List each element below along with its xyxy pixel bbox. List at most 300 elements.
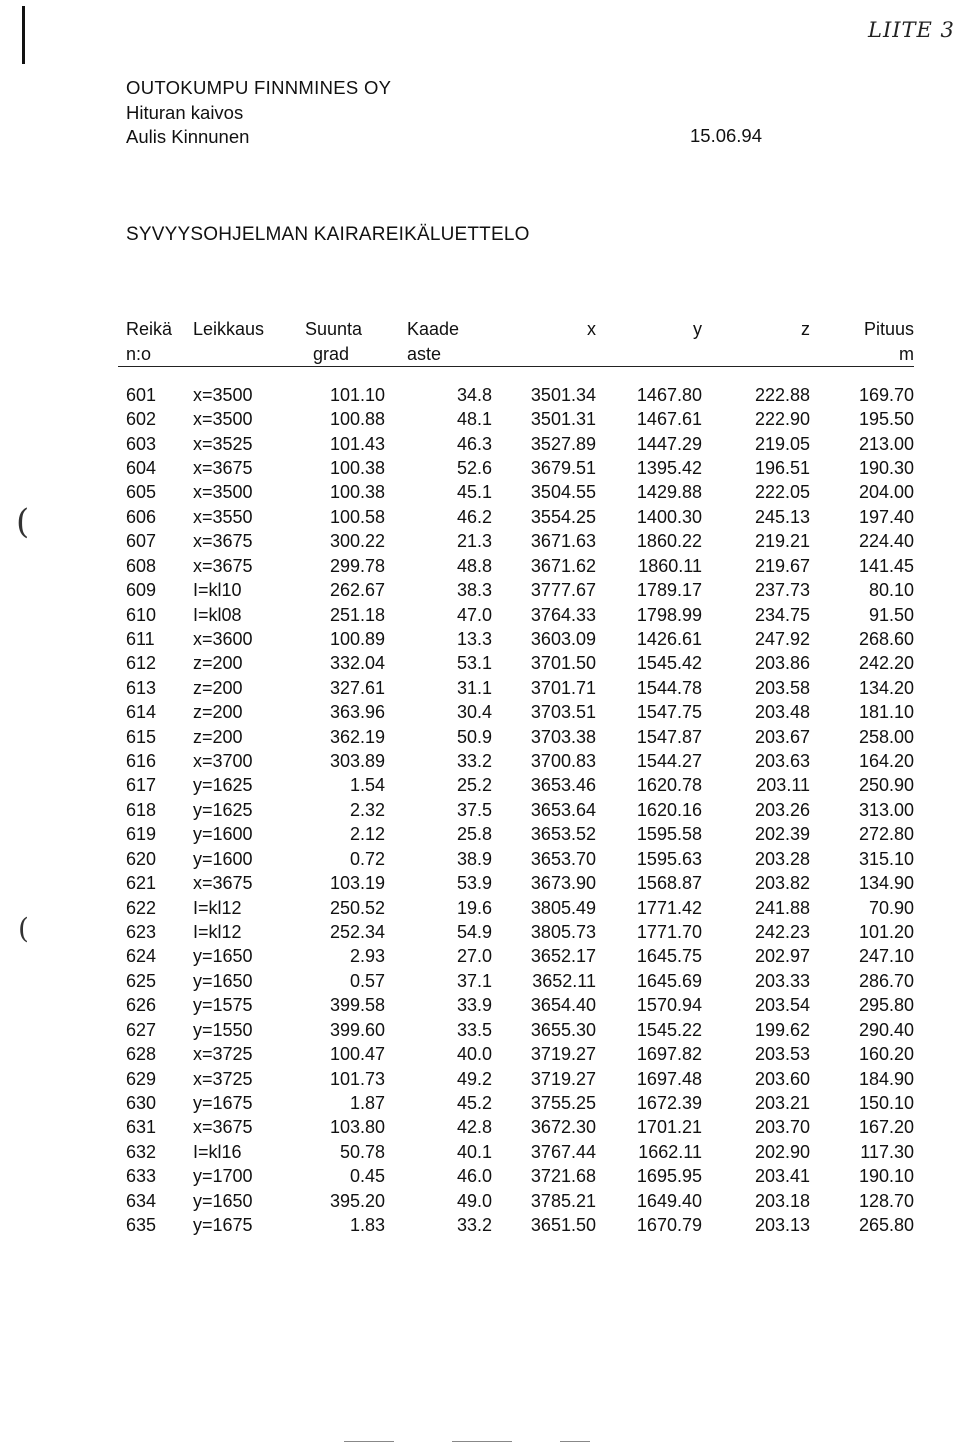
table-row <box>118 456 914 480</box>
direction-cell: 101.10 <box>329 384 385 405</box>
hole-number-cell: 618 <box>126 799 157 820</box>
length-cell: 190.30 <box>858 457 914 478</box>
table-row <box>118 945 914 969</box>
y-coordinate-cell: 1672.39 <box>636 1092 702 1113</box>
table-row <box>118 676 914 700</box>
table-row <box>118 627 914 651</box>
y-coordinate-cell: 1400.30 <box>636 506 702 527</box>
x-coordinate-cell: 3501.31 <box>530 409 596 430</box>
length-cell: 315.10 <box>858 848 914 869</box>
direction-cell: 332.04 <box>329 653 385 674</box>
direction-cell: 250.52 <box>329 897 385 918</box>
column-header: Leikkaus <box>193 318 265 339</box>
table-row <box>118 1165 914 1189</box>
hole-number-cell: 603 <box>126 433 157 454</box>
section-cell: I=kl12 <box>193 921 242 942</box>
section-cell: y=1600 <box>193 824 253 845</box>
x-coordinate-cell: 3805.49 <box>530 897 596 918</box>
length-cell: 167.20 <box>858 1117 914 1138</box>
length-cell: 247.10 <box>858 946 914 967</box>
x-coordinate-cell: 3672.30 <box>530 1117 596 1138</box>
dip-cell: 46.2 <box>456 506 492 527</box>
table-row <box>118 407 914 431</box>
z-coordinate-cell: 219.21 <box>754 531 810 552</box>
table-row <box>118 481 914 505</box>
hole-number-cell: 607 <box>126 531 157 552</box>
direction-cell: 103.19 <box>329 873 385 894</box>
section-cell: y=1675 <box>193 1215 253 1236</box>
x-coordinate-cell: 3679.51 <box>530 457 596 478</box>
x-coordinate-cell: 3603.09 <box>530 628 596 649</box>
table-row <box>118 700 914 724</box>
z-coordinate-cell: 199.62 <box>754 1019 810 1040</box>
section-cell: x=3675 <box>193 555 253 576</box>
dip-cell: 45.2 <box>456 1092 492 1113</box>
direction-cell: 0.57 <box>349 970 385 991</box>
length-cell: 101.20 <box>858 921 914 942</box>
table-row <box>118 1018 914 1042</box>
direction-cell: 395.20 <box>329 1190 385 1211</box>
hole-number-cell: 621 <box>126 873 157 894</box>
length-cell: 80.10 <box>868 580 914 601</box>
dip-cell: 49.0 <box>456 1190 492 1211</box>
y-coordinate-cell: 1547.75 <box>636 702 702 723</box>
section-cell: x=3700 <box>193 751 253 772</box>
margin-bracket-mark: ( <box>18 912 29 945</box>
z-coordinate-cell: 202.90 <box>754 1141 810 1162</box>
table-row <box>118 383 914 407</box>
section-cell: y=1650 <box>193 1190 253 1211</box>
table-row <box>118 823 914 847</box>
x-coordinate-cell: 3673.90 <box>530 873 596 894</box>
x-coordinate-cell: 3703.38 <box>530 726 596 747</box>
hole-number-cell: 616 <box>126 751 157 772</box>
scan-artifact-line <box>560 1441 590 1442</box>
direction-cell: 100.38 <box>329 482 385 503</box>
length-cell: 213.00 <box>858 433 914 454</box>
y-coordinate-cell: 1662.11 <box>638 1141 702 1162</box>
x-coordinate-cell: 3652.17 <box>530 946 596 967</box>
x-coordinate-cell: 3721.68 <box>530 1166 596 1187</box>
length-cell: 268.60 <box>858 628 914 649</box>
y-coordinate-cell: 1447.29 <box>636 433 702 454</box>
table-spacer <box>118 367 914 384</box>
table-row <box>118 505 914 529</box>
direction-cell: 1.87 <box>349 1092 385 1113</box>
direction-cell: 101.73 <box>329 1068 385 1089</box>
y-coordinate-cell: 1545.42 <box>636 653 702 674</box>
hole-number-cell: 605 <box>126 482 157 503</box>
dip-cell: 38.9 <box>456 848 492 869</box>
section-cell: y=1650 <box>193 970 253 991</box>
dip-cell: 46.3 <box>456 433 492 454</box>
dip-cell: 37.1 <box>456 970 492 991</box>
dip-cell: 53.1 <box>456 653 492 674</box>
z-coordinate-cell: 202.97 <box>754 946 810 967</box>
section-cell: y=1650 <box>193 946 253 967</box>
y-coordinate-cell: 1771.42 <box>636 897 702 918</box>
table-row <box>118 578 914 602</box>
direction-cell: 100.89 <box>329 628 385 649</box>
z-coordinate-cell: 203.86 <box>754 653 810 674</box>
table-row <box>118 1116 914 1140</box>
length-cell: 164.20 <box>858 751 914 772</box>
z-coordinate-cell: 203.18 <box>754 1190 810 1211</box>
hole-number-cell: 634 <box>126 1190 157 1211</box>
table-row <box>118 1091 914 1115</box>
table-row <box>118 1189 914 1213</box>
z-coordinate-cell: 222.05 <box>754 482 810 503</box>
column-header: y <box>693 318 702 339</box>
section-cell: I=kl10 <box>193 580 242 601</box>
table-row <box>118 1067 914 1091</box>
y-coordinate-cell: 1467.80 <box>636 384 702 405</box>
x-coordinate-cell: 3651.50 <box>530 1215 596 1236</box>
dip-cell: 27.0 <box>456 946 492 967</box>
column-header: Suunta <box>305 318 363 339</box>
x-coordinate-cell: 3719.27 <box>530 1044 596 1065</box>
length-cell: 169.70 <box>858 384 914 405</box>
section-cell: x=3500 <box>193 409 253 430</box>
document-date: 15.06.94 <box>690 125 763 146</box>
x-coordinate-cell: 3671.63 <box>530 531 596 552</box>
table-row <box>118 896 914 920</box>
column-unit <box>193 342 305 367</box>
x-coordinate-cell: 3653.64 <box>530 799 596 820</box>
y-coordinate-cell: 1545.22 <box>636 1019 702 1040</box>
x-coordinate-cell: 3701.50 <box>530 653 596 674</box>
section-cell: y=1625 <box>193 775 253 796</box>
hole-number-cell: 623 <box>126 921 157 942</box>
x-coordinate-cell: 3653.70 <box>530 848 596 869</box>
length-cell: 295.80 <box>858 995 914 1016</box>
y-coordinate-cell: 1697.82 <box>636 1044 702 1065</box>
length-cell: 242.20 <box>858 653 914 674</box>
column-header: Kaade <box>407 318 460 339</box>
dip-cell: 13.3 <box>456 628 492 649</box>
x-coordinate-cell: 3701.71 <box>530 677 596 698</box>
section-cell: y=1550 <box>193 1019 253 1040</box>
y-coordinate-cell: 1771.70 <box>636 921 702 942</box>
column-unit: n:o <box>126 343 152 364</box>
dip-cell: 42.8 <box>456 1117 492 1138</box>
z-coordinate-cell: 203.63 <box>754 751 810 772</box>
table-unit-row <box>118 342 914 367</box>
direction-cell: 103.80 <box>329 1117 385 1138</box>
length-cell: 184.90 <box>858 1068 914 1089</box>
length-cell: 224.40 <box>858 531 914 552</box>
margin-bracket-mark: ( <box>16 502 30 542</box>
hole-number-cell: 622 <box>126 897 157 918</box>
direction-cell: 50.78 <box>339 1141 385 1162</box>
y-coordinate-cell: 1544.27 <box>636 751 702 772</box>
direction-cell: 399.58 <box>329 995 385 1016</box>
z-coordinate-cell: 196.51 <box>754 457 810 478</box>
hole-number-cell: 608 <box>126 555 157 576</box>
direction-cell: 252.34 <box>329 921 385 942</box>
section-cell: z=200 <box>193 702 243 723</box>
direction-cell: 262.67 <box>329 580 385 601</box>
z-coordinate-cell: 203.26 <box>754 799 810 820</box>
direction-cell: 100.88 <box>329 409 385 430</box>
hole-number-cell: 613 <box>126 677 157 698</box>
column-header: Reikä <box>126 318 173 339</box>
section-cell: z=200 <box>193 653 243 674</box>
direction-cell: 327.61 <box>329 677 385 698</box>
table-row <box>118 847 914 871</box>
z-coordinate-cell: 203.41 <box>754 1166 810 1187</box>
section-cell: I=kl16 <box>193 1141 242 1162</box>
table-row <box>118 652 914 676</box>
dip-cell: 46.0 <box>456 1166 492 1187</box>
section-cell: x=3500 <box>193 384 253 405</box>
table-row <box>118 920 914 944</box>
column-header: Pituus <box>863 318 914 339</box>
y-coordinate-cell: 1620.16 <box>636 799 702 820</box>
z-coordinate-cell: 203.60 <box>754 1068 810 1089</box>
hole-number-cell: 614 <box>126 702 157 723</box>
scan-artifact-line <box>452 1441 512 1442</box>
y-coordinate-cell: 1544.78 <box>636 677 702 698</box>
dip-cell: 49.2 <box>456 1068 492 1089</box>
hole-number-cell: 609 <box>126 580 157 601</box>
length-cell: 128.70 <box>858 1190 914 1211</box>
z-coordinate-cell: 203.33 <box>754 970 810 991</box>
scan-artifact-line <box>344 1441 394 1442</box>
column-unit <box>702 342 810 367</box>
x-coordinate-cell: 3527.89 <box>530 433 596 454</box>
dip-cell: 21.3 <box>456 531 492 552</box>
table-row <box>118 603 914 627</box>
section-cell: y=1700 <box>193 1166 253 1187</box>
dip-cell: 50.9 <box>456 726 492 747</box>
hole-number-cell: 619 <box>126 824 157 845</box>
hole-number-cell: 615 <box>126 726 157 747</box>
y-coordinate-cell: 1789.17 <box>636 580 702 601</box>
hole-number-cell: 606 <box>126 506 157 527</box>
hole-number-cell: 627 <box>126 1019 157 1040</box>
length-cell: 150.10 <box>858 1092 914 1113</box>
hole-number-cell: 633 <box>126 1166 157 1187</box>
y-coordinate-cell: 1645.69 <box>636 970 702 991</box>
hole-number-cell: 632 <box>126 1141 157 1162</box>
hole-number-cell: 620 <box>126 848 157 869</box>
column-header: z <box>801 318 810 339</box>
z-coordinate-cell: 242.23 <box>754 921 810 942</box>
hole-number-cell: 624 <box>126 946 157 967</box>
hole-number-cell: 630 <box>126 1092 157 1113</box>
length-cell: 250.90 <box>858 775 914 796</box>
dip-cell: 33.5 <box>456 1019 492 1040</box>
x-coordinate-cell: 3703.51 <box>530 702 596 723</box>
z-coordinate-cell: 203.82 <box>754 873 810 894</box>
section-cell: x=3725 <box>193 1044 253 1065</box>
section-cell: x=3675 <box>193 873 253 894</box>
z-coordinate-cell: 234.75 <box>754 604 810 625</box>
column-unit: aste <box>407 343 442 364</box>
y-coordinate-cell: 1695.95 <box>636 1166 702 1187</box>
table-body <box>118 383 914 1238</box>
z-coordinate-cell: 245.13 <box>754 506 810 527</box>
direction-cell: 300.22 <box>329 531 385 552</box>
x-coordinate-cell: 3655.30 <box>530 1019 596 1040</box>
hole-number-cell: 604 <box>126 457 157 478</box>
dip-cell: 33.2 <box>456 751 492 772</box>
z-coordinate-cell: 202.39 <box>754 824 810 845</box>
direction-cell: 0.72 <box>349 848 385 869</box>
length-cell: 258.00 <box>858 726 914 747</box>
z-coordinate-cell: 203.53 <box>754 1044 810 1065</box>
x-coordinate-cell: 3652.11 <box>532 970 596 991</box>
x-coordinate-cell: 3785.21 <box>530 1190 596 1211</box>
direction-cell: 1.54 <box>349 775 385 796</box>
y-coordinate-cell: 1649.40 <box>636 1190 702 1211</box>
dip-cell: 33.9 <box>456 995 492 1016</box>
x-coordinate-cell: 3504.55 <box>530 482 596 503</box>
table-row <box>118 725 914 749</box>
section-cell: y=1575 <box>193 995 253 1016</box>
table-row <box>118 1042 914 1066</box>
length-cell: 204.00 <box>858 482 914 503</box>
company-name: OUTOKUMPU FINNMINES OY <box>126 77 392 98</box>
table-row <box>118 432 914 456</box>
column-unit <box>596 342 702 367</box>
hole-number-cell: 602 <box>126 409 157 430</box>
y-coordinate-cell: 1467.61 <box>636 409 702 430</box>
x-coordinate-cell: 3653.46 <box>530 775 596 796</box>
table-row <box>118 1140 914 1164</box>
x-coordinate-cell: 3501.34 <box>530 384 596 405</box>
direction-cell: 399.60 <box>329 1019 385 1040</box>
dip-cell: 48.1 <box>456 409 492 430</box>
x-coordinate-cell: 3671.62 <box>530 555 596 576</box>
table-row <box>118 798 914 822</box>
z-coordinate-cell: 237.73 <box>754 580 810 601</box>
y-coordinate-cell: 1570.94 <box>636 995 702 1016</box>
hole-number-cell: 631 <box>126 1117 157 1138</box>
z-coordinate-cell: 219.67 <box>754 555 810 576</box>
x-coordinate-cell: 3767.44 <box>530 1141 596 1162</box>
hole-number-cell: 625 <box>126 970 157 991</box>
x-coordinate-cell: 3755.25 <box>530 1092 596 1113</box>
dip-cell: 37.5 <box>456 799 492 820</box>
table-row <box>118 749 914 773</box>
y-coordinate-cell: 1697.48 <box>636 1068 702 1089</box>
direction-cell: 100.58 <box>329 506 385 527</box>
section-cell: x=3525 <box>193 433 253 454</box>
direction-cell: 299.78 <box>329 555 385 576</box>
z-coordinate-cell: 222.90 <box>754 409 810 430</box>
mine-name: Hituran kaivos <box>126 101 244 123</box>
hole-number-cell: 628 <box>126 1044 157 1065</box>
z-coordinate-cell: 247.92 <box>754 628 810 649</box>
x-coordinate-cell: 3554.25 <box>530 506 596 527</box>
direction-cell: 101.43 <box>329 433 385 454</box>
direction-cell: 363.96 <box>329 702 385 723</box>
z-coordinate-cell: 203.13 <box>754 1215 810 1236</box>
section-cell: y=1600 <box>193 848 253 869</box>
length-cell: 141.45 <box>858 555 914 576</box>
section-cell: x=3675 <box>193 457 253 478</box>
length-cell: 313.00 <box>858 799 914 820</box>
x-coordinate-cell: 3777.67 <box>530 580 596 601</box>
hole-number-cell: 617 <box>126 775 157 796</box>
y-coordinate-cell: 1620.78 <box>636 775 702 796</box>
dip-cell: 45.1 <box>456 482 492 503</box>
y-coordinate-cell: 1670.79 <box>636 1215 702 1236</box>
direction-cell: 2.12 <box>349 824 385 845</box>
hole-number-cell: 626 <box>126 995 157 1016</box>
column-unit <box>492 342 596 367</box>
z-coordinate-cell: 203.67 <box>754 726 810 747</box>
dip-cell: 48.8 <box>456 555 492 576</box>
dip-cell: 25.2 <box>456 775 492 796</box>
dip-cell: 25.8 <box>456 824 492 845</box>
direction-cell: 100.38 <box>329 457 385 478</box>
length-cell: 197.40 <box>858 506 914 527</box>
section-cell: y=1625 <box>193 799 253 820</box>
direction-cell: 0.45 <box>349 1166 385 1187</box>
table-row <box>118 774 914 798</box>
dip-cell: 33.2 <box>456 1215 492 1236</box>
dip-cell: 38.3 <box>456 580 492 601</box>
y-coordinate-cell: 1701.21 <box>636 1117 702 1138</box>
hole-number-cell: 612 <box>126 653 157 674</box>
y-coordinate-cell: 1595.63 <box>636 848 702 869</box>
x-coordinate-cell: 3764.33 <box>530 604 596 625</box>
section-cell: x=3675 <box>193 531 253 552</box>
z-coordinate-cell: 241.88 <box>754 897 810 918</box>
x-coordinate-cell: 3654.40 <box>530 995 596 1016</box>
length-cell: 134.90 <box>858 873 914 894</box>
section-cell: x=3600 <box>193 628 253 649</box>
section-cell: x=3675 <box>193 1117 253 1138</box>
y-coordinate-cell: 1798.99 <box>636 604 702 625</box>
table-row <box>118 969 914 993</box>
y-coordinate-cell: 1860.11 <box>638 555 702 576</box>
dip-cell: 30.4 <box>456 702 492 723</box>
length-cell: 290.40 <box>858 1019 914 1040</box>
table-row <box>118 554 914 578</box>
y-coordinate-cell: 1547.87 <box>636 726 702 747</box>
column-unit: m <box>899 343 914 364</box>
length-cell: 160.20 <box>858 1044 914 1065</box>
section-cell: I=kl08 <box>193 604 242 625</box>
hole-number-cell: 629 <box>126 1068 157 1089</box>
y-coordinate-cell: 1595.58 <box>636 824 702 845</box>
y-coordinate-cell: 1429.88 <box>636 482 702 503</box>
direction-cell: 1.83 <box>349 1215 385 1236</box>
dip-cell: 52.6 <box>456 457 492 478</box>
dip-cell: 19.6 <box>456 897 492 918</box>
table-row <box>118 1213 914 1237</box>
dip-cell: 40.1 <box>456 1141 492 1162</box>
length-cell: 117.30 <box>860 1141 914 1162</box>
hole-number-cell: 635 <box>126 1215 157 1236</box>
author-name: Aulis Kinnunen <box>126 126 250 147</box>
direction-cell: 2.32 <box>349 799 385 820</box>
direction-cell: 2.93 <box>349 946 385 967</box>
direction-cell: 251.18 <box>329 604 385 625</box>
dip-cell: 34.8 <box>456 384 492 405</box>
z-coordinate-cell: 203.11 <box>756 775 810 796</box>
x-coordinate-cell: 3805.73 <box>530 921 596 942</box>
document-title: SYVYYSOHJELMAN KAIRAREIKÄLUETTELO <box>126 224 530 245</box>
z-coordinate-cell: 203.54 <box>754 995 810 1016</box>
margin-mark <box>22 6 25 64</box>
x-coordinate-cell: 3700.83 <box>530 751 596 772</box>
dip-cell: 54.9 <box>456 921 492 942</box>
